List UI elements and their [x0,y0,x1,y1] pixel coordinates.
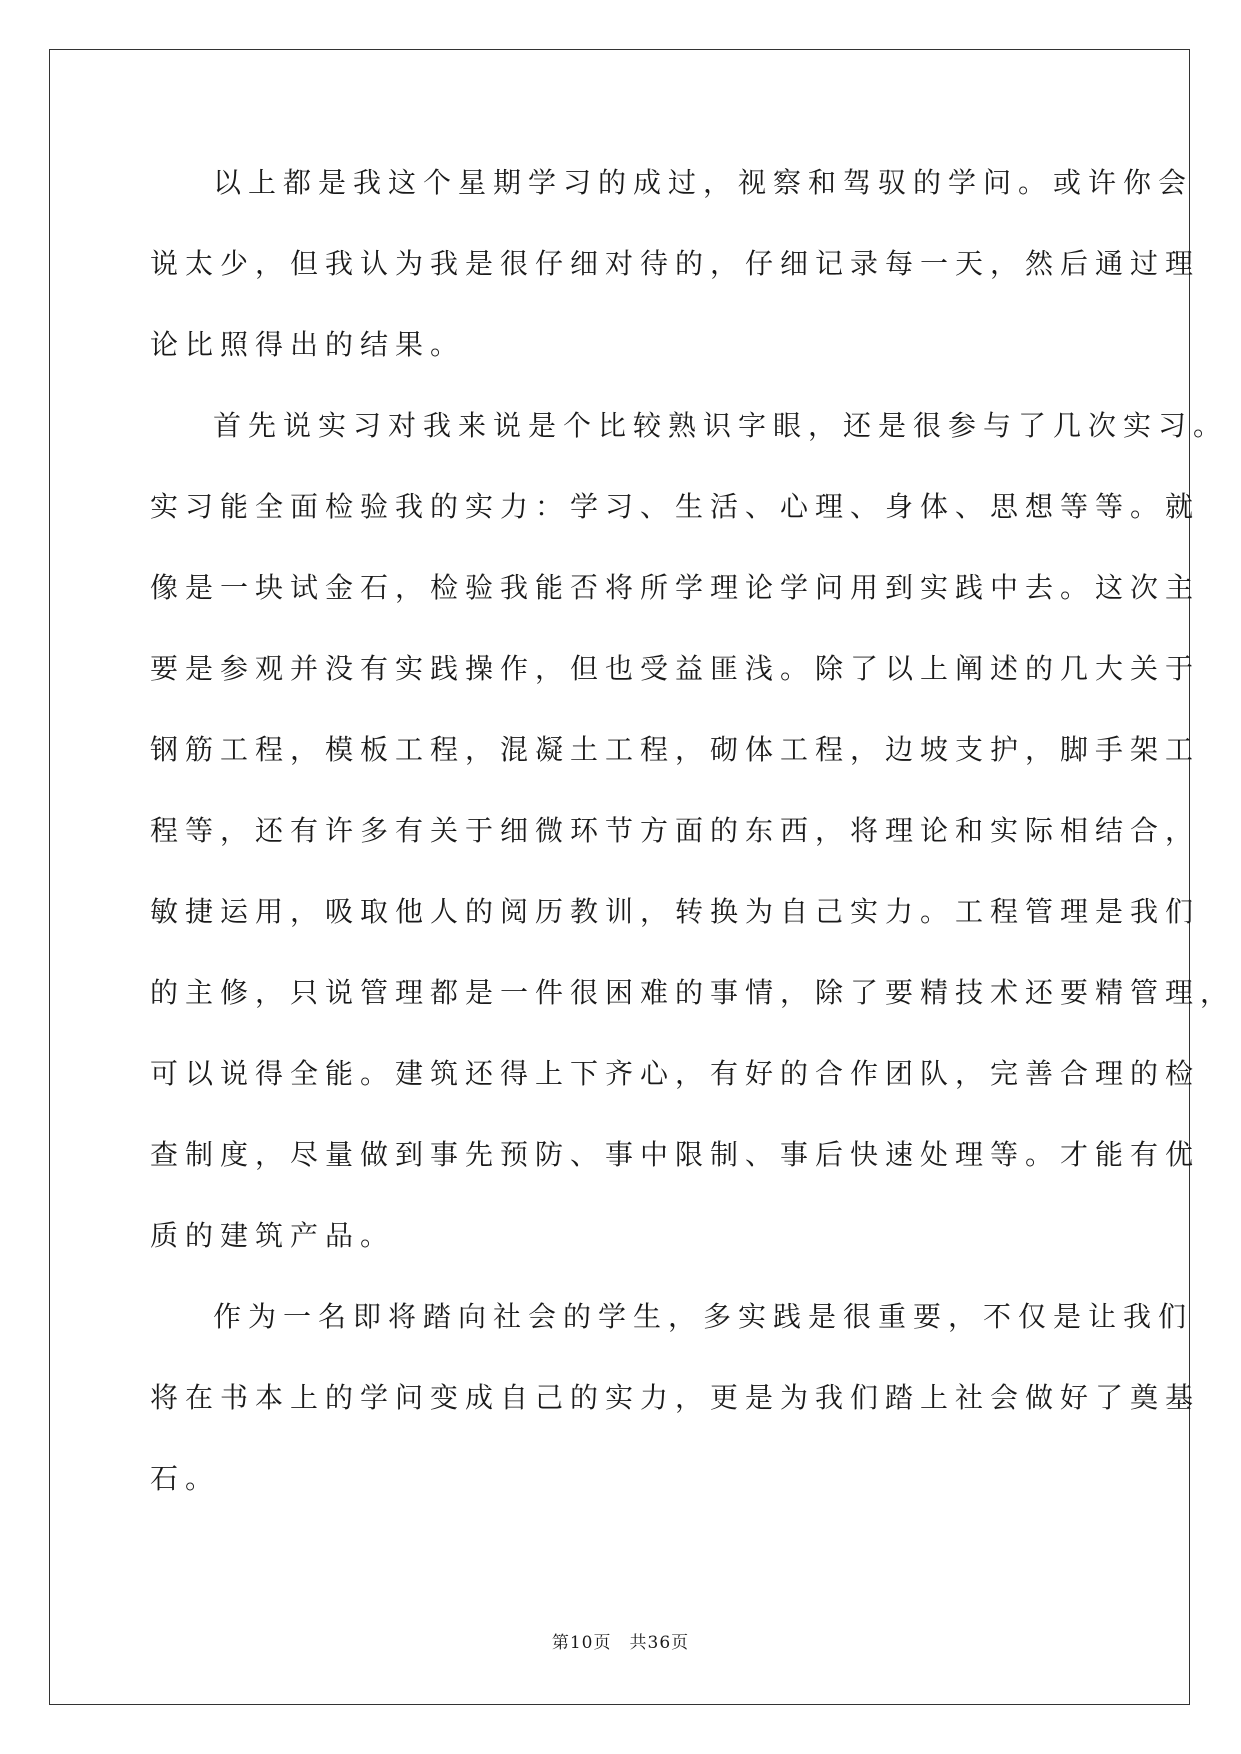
paragraph-3-line-1: 作为一名即将踏向社会的学生，多实践是很重要，不仅是让我们 [213,1300,1194,1333]
paragraph-2-line-5: 钢筋工程，模板工程，混凝土工程，砌体工程，边坡支护，脚手架工 [150,733,1201,766]
paragraph-2-line-1: 首先说实习对我来说是个比较熟识字眼，还是很参与了几次实习。 [213,409,1229,442]
paragraph-1-line-3: 论比照得出的结果。 [150,328,466,361]
paragraph-2-line-7: 敏捷运用，吸取他人的阅历教训，转换为自己实力。工程管理是我们 [150,895,1201,928]
paragraph-2-line-3: 像是一块试金石，检验我能否将所学理论学问用到实践中去。这次主 [150,571,1201,604]
page-total: 共36页 [629,1633,690,1653]
page-number: 第10页 [551,1633,612,1653]
paragraph-2-line-8: 的主修，只说管理都是一件很困难的事情，除了要精技术还要精管理， [150,976,1236,1009]
paragraph-2-line-4: 要是参观并没有实践操作，但也受益匪浅。除了以上阐述的几大关于 [150,652,1201,685]
paragraph-3-line-2: 将在书本上的学问变成自己的实力，更是为我们踏上社会做好了奠基 [150,1381,1201,1414]
document-body [150,163,1236,1540]
paragraph-1-line-1: 以上都是我这个星期学习的成过，视察和驾驭的学问。或许你会 [213,166,1194,199]
paragraph-2-line-2: 实习能全面检验我的实力：学习、生活、心理、身体、思想等等。就 [150,490,1201,523]
paragraph-1-line-2: 说太少，但我认为我是很仔细对待的，仔细记录每一天，然后通过理 [150,247,1201,280]
page-footer [0,1628,1241,1653]
paragraph-2-line-6: 程等，还有许多有关于细微环节方面的东西，将理论和实际相结合， [150,814,1201,847]
paragraph-2-line-9: 可以说得全能。建筑还得上下齐心，有好的合作团队，完善合理的检 [150,1057,1201,1090]
paragraph-2-line-10: 查制度，尽量做到事先预防、事中限制、事后快速处理等。才能有优 [150,1138,1201,1171]
paragraph-2-line-11: 质的建筑产品。 [150,1219,396,1252]
paragraph-3-line-3: 石。 [150,1462,221,1495]
